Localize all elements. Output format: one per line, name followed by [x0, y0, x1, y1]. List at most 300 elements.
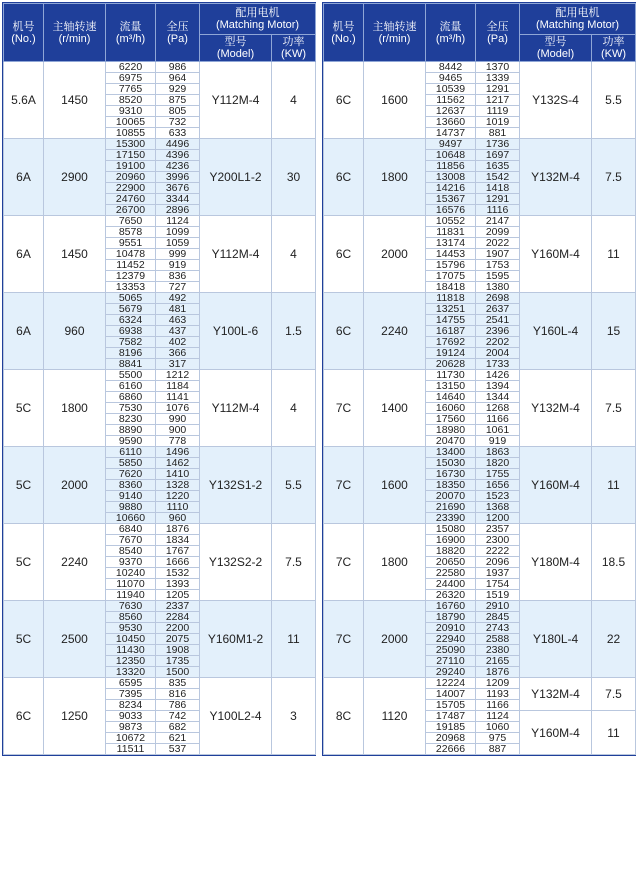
header-model-no: 机号 (No.) [324, 4, 364, 62]
header-model-no: 机号 (No.) [4, 4, 44, 62]
pressure-cell: 2357 [476, 524, 520, 535]
pressure-cell: 964 [156, 73, 200, 84]
flow-cell: 11831 [426, 227, 476, 238]
flow-cell: 10672 [106, 733, 156, 744]
pressure-cell: 1060 [476, 722, 520, 733]
flow-cell: 14640 [426, 392, 476, 403]
pressure-cell: 1635 [476, 161, 520, 172]
fan-model-group [4, 216, 316, 293]
header-motor-model: 型号 (Model) [520, 35, 592, 62]
table-row [324, 524, 636, 535]
flow-cell: 6110 [106, 447, 156, 458]
pressure-cell: 402 [156, 337, 200, 348]
flow-cell: 16060 [426, 403, 476, 414]
model-no-cell: 6C [324, 216, 364, 293]
flow-cell: 21690 [426, 502, 476, 513]
flow-cell: 11818 [426, 293, 476, 304]
flow-cell: 9880 [106, 502, 156, 513]
model-no-cell: 6C [324, 293, 364, 370]
motor-model-cell: Y180L-4 [520, 601, 592, 678]
pressure-cell: 3344 [156, 194, 200, 205]
speed-cell: 2500 [44, 601, 106, 678]
pressure-cell: 1736 [476, 139, 520, 150]
flow-cell: 10478 [106, 249, 156, 260]
flow-cell: 16187 [426, 326, 476, 337]
left-spec-table [3, 3, 316, 755]
motor-model-cell: Y160M-4 [520, 711, 592, 755]
flow-cell: 18790 [426, 612, 476, 623]
flow-cell: 17075 [426, 271, 476, 282]
flow-cell: 15705 [426, 700, 476, 711]
motor-model-cell: Y200L1-2 [200, 139, 272, 216]
flow-cell: 7530 [106, 403, 156, 414]
flow-cell: 19185 [426, 722, 476, 733]
flow-cell: 12379 [106, 271, 156, 282]
table-row [324, 293, 636, 304]
pressure-cell: 4496 [156, 139, 200, 150]
flow-cell: 10065 [106, 117, 156, 128]
flow-cell: 16730 [426, 469, 476, 480]
flow-cell: 20470 [426, 436, 476, 447]
flow-cell: 26320 [426, 590, 476, 601]
right-spec-table [323, 3, 636, 755]
pressure-cell: 1876 [156, 524, 200, 535]
table-row [4, 62, 316, 73]
flow-cell: 11070 [106, 579, 156, 590]
speed-cell: 2000 [44, 447, 106, 524]
header-flow: 流量 (m³/h) [426, 4, 476, 62]
pressure-cell: 1462 [156, 458, 200, 469]
pressure-cell: 3676 [156, 183, 200, 194]
flow-cell: 7765 [106, 84, 156, 95]
pressure-cell: 2588 [476, 634, 520, 645]
pressure-cell: 2910 [476, 601, 520, 612]
power-cell: 22 [592, 601, 636, 678]
pressure-cell: 1099 [156, 227, 200, 238]
speed-cell: 1400 [364, 370, 426, 447]
pressure-cell: 1755 [476, 469, 520, 480]
pressure-cell: 1380 [476, 282, 520, 293]
power-cell: 4 [272, 62, 316, 139]
pressure-cell: 1666 [156, 557, 200, 568]
pressure-cell: 2380 [476, 645, 520, 656]
flow-cell: 12637 [426, 106, 476, 117]
header-matching-motor: 配用电机 (Matching Motor) [200, 4, 316, 35]
power-cell: 11 [272, 601, 316, 678]
model-no-cell: 6A [4, 139, 44, 216]
fan-model-group [324, 62, 636, 139]
pressure-cell: 1291 [476, 194, 520, 205]
pressure-cell: 1532 [156, 568, 200, 579]
header-motor-model: 型号 (Model) [200, 35, 272, 62]
flow-cell: 16760 [426, 601, 476, 612]
flow-cell: 6938 [106, 326, 156, 337]
power-cell: 4 [272, 370, 316, 447]
flow-cell: 6595 [106, 678, 156, 689]
motor-model-cell: Y132M-4 [520, 139, 592, 216]
fan-model-group [324, 678, 636, 755]
flow-cell: 15367 [426, 194, 476, 205]
motor-model-cell: Y132M-4 [520, 370, 592, 447]
pressure-cell: 2300 [476, 535, 520, 546]
pressure-cell: 805 [156, 106, 200, 117]
flow-cell: 27110 [426, 656, 476, 667]
flow-cell: 6160 [106, 381, 156, 392]
flow-cell: 15080 [426, 524, 476, 535]
speed-cell: 2900 [44, 139, 106, 216]
table-row [4, 678, 316, 689]
flow-cell: 9551 [106, 238, 156, 249]
pressure-cell: 2698 [476, 293, 520, 304]
model-no-cell: 7C [324, 370, 364, 447]
pressure-cell: 2202 [476, 337, 520, 348]
motor-model-cell: Y112M-4 [200, 370, 272, 447]
flow-cell: 8578 [106, 227, 156, 238]
speed-cell: 1600 [364, 447, 426, 524]
flow-cell: 7620 [106, 469, 156, 480]
table-row [4, 601, 316, 612]
pressure-cell: 742 [156, 711, 200, 722]
table-row [4, 524, 316, 535]
flow-cell: 13150 [426, 381, 476, 392]
table-row [324, 601, 636, 612]
pressure-cell: 1410 [156, 469, 200, 480]
table-row [324, 447, 636, 458]
power-cell: 5.5 [272, 447, 316, 524]
flow-cell: 8234 [106, 700, 156, 711]
flow-cell: 10552 [426, 216, 476, 227]
header-flow: 流量 (m³/h) [106, 4, 156, 62]
flow-cell: 12224 [426, 678, 476, 689]
pressure-cell: 1076 [156, 403, 200, 414]
flow-cell: 5065 [106, 293, 156, 304]
table-row [4, 216, 316, 227]
pressure-cell: 2022 [476, 238, 520, 249]
flow-cell: 10855 [106, 128, 156, 139]
model-no-cell: 5C [4, 447, 44, 524]
flow-cell: 10450 [106, 634, 156, 645]
flow-cell: 8841 [106, 359, 156, 370]
pressure-cell: 481 [156, 304, 200, 315]
flow-cell: 14453 [426, 249, 476, 260]
flow-cell: 13251 [426, 304, 476, 315]
pressure-cell: 990 [156, 414, 200, 425]
flow-cell: 6840 [106, 524, 156, 535]
pressure-cell: 1205 [156, 590, 200, 601]
right-table-header [324, 4, 636, 62]
flow-cell: 10660 [106, 513, 156, 524]
pressure-cell: 960 [156, 513, 200, 524]
pressure-cell: 1523 [476, 491, 520, 502]
pressure-cell: 1059 [156, 238, 200, 249]
motor-model-cell: Y160L-4 [520, 293, 592, 370]
model-no-cell: 8C [324, 678, 364, 755]
pressure-cell: 2284 [156, 612, 200, 623]
flow-cell: 7670 [106, 535, 156, 546]
pressure-cell: 887 [476, 744, 520, 755]
flow-cell: 14737 [426, 128, 476, 139]
power-cell: 11 [592, 447, 636, 524]
pressure-cell: 2896 [156, 205, 200, 216]
pressure-cell: 2337 [156, 601, 200, 612]
motor-model-cell: Y132M-4 [520, 678, 592, 711]
flow-cell: 18980 [426, 425, 476, 436]
flow-cell: 8520 [106, 95, 156, 106]
flow-cell: 22940 [426, 634, 476, 645]
flow-cell: 9370 [106, 557, 156, 568]
pressure-cell: 1754 [476, 579, 520, 590]
model-no-cell: 6A [4, 293, 44, 370]
flow-cell: 8890 [106, 425, 156, 436]
flow-cell: 11430 [106, 645, 156, 656]
flow-cell: 6220 [106, 62, 156, 73]
power-cell: 11 [592, 711, 636, 755]
pressure-cell: 900 [156, 425, 200, 436]
pressure-cell: 366 [156, 348, 200, 359]
flow-cell: 9465 [426, 73, 476, 84]
pressure-cell: 2743 [476, 623, 520, 634]
pressure-cell: 975 [476, 733, 520, 744]
fan-model-group [4, 62, 316, 139]
speed-cell: 1120 [364, 678, 426, 755]
pressure-cell: 2845 [476, 612, 520, 623]
power-cell: 7.5 [272, 524, 316, 601]
flow-cell: 11940 [106, 590, 156, 601]
flow-cell: 26700 [106, 205, 156, 216]
pressure-cell: 1519 [476, 590, 520, 601]
flow-cell: 9033 [106, 711, 156, 722]
flow-cell: 22666 [426, 744, 476, 755]
flow-cell: 9497 [426, 139, 476, 150]
pressure-cell: 1394 [476, 381, 520, 392]
header-speed: 主轴转速 (r/min) [364, 4, 426, 62]
flow-cell: 19100 [106, 161, 156, 172]
flow-cell: 11856 [426, 161, 476, 172]
pressure-cell: 929 [156, 84, 200, 95]
pressure-cell: 1496 [156, 447, 200, 458]
power-cell: 7.5 [592, 370, 636, 447]
pressure-cell: 1110 [156, 502, 200, 513]
flow-cell: 29240 [426, 667, 476, 678]
pressure-cell: 1291 [476, 84, 520, 95]
header-speed: 主轴转速 (r/min) [44, 4, 106, 62]
pressure-cell: 727 [156, 282, 200, 293]
flow-cell: 7630 [106, 601, 156, 612]
fan-model-group [324, 601, 636, 678]
table-row [324, 139, 636, 150]
pressure-cell: 437 [156, 326, 200, 337]
flow-cell: 13353 [106, 282, 156, 293]
pressure-cell: 836 [156, 271, 200, 282]
flow-cell: 20070 [426, 491, 476, 502]
pressure-cell: 1908 [156, 645, 200, 656]
pressure-cell: 1820 [476, 458, 520, 469]
flow-cell: 16900 [426, 535, 476, 546]
flow-cell: 13660 [426, 117, 476, 128]
pressure-cell: 1426 [476, 370, 520, 381]
flow-cell: 20628 [426, 359, 476, 370]
flow-cell: 17692 [426, 337, 476, 348]
pressure-cell: 317 [156, 359, 200, 370]
pressure-cell: 3996 [156, 172, 200, 183]
speed-cell: 1800 [364, 524, 426, 601]
pressure-cell: 2222 [476, 546, 520, 557]
model-no-cell: 5C [4, 370, 44, 447]
flow-cell: 7650 [106, 216, 156, 227]
pressure-cell: 919 [156, 260, 200, 271]
pressure-cell: 1418 [476, 183, 520, 194]
fan-model-group [324, 524, 636, 601]
pressure-cell: 1876 [476, 667, 520, 678]
fan-model-group [4, 678, 316, 755]
pressure-cell: 1220 [156, 491, 200, 502]
left-spec-table-panel [2, 2, 316, 756]
pressure-cell: 492 [156, 293, 200, 304]
model-no-cell: 7C [324, 447, 364, 524]
model-no-cell: 5C [4, 601, 44, 678]
flow-cell: 14216 [426, 183, 476, 194]
speed-cell: 1800 [44, 370, 106, 447]
speed-cell: 1600 [364, 62, 426, 139]
power-cell: 11 [592, 216, 636, 293]
pressure-cell: 2147 [476, 216, 520, 227]
fan-model-group [4, 139, 316, 216]
speed-cell: 1800 [364, 139, 426, 216]
table-row [324, 370, 636, 381]
pressure-cell: 786 [156, 700, 200, 711]
flow-cell: 19124 [426, 348, 476, 359]
pressure-cell: 1733 [476, 359, 520, 370]
flow-cell: 5850 [106, 458, 156, 469]
power-cell: 7.5 [592, 139, 636, 216]
flow-cell: 9140 [106, 491, 156, 502]
table-row [4, 370, 316, 381]
power-cell: 4 [272, 216, 316, 293]
table-row [4, 447, 316, 458]
flow-cell: 11730 [426, 370, 476, 381]
flow-cell: 10539 [426, 84, 476, 95]
power-cell: 18.5 [592, 524, 636, 601]
pressure-cell: 1209 [476, 678, 520, 689]
motor-model-cell: Y100L-6 [200, 293, 272, 370]
table-row [324, 678, 636, 689]
flow-cell: 11562 [426, 95, 476, 106]
flow-cell: 8230 [106, 414, 156, 425]
pressure-cell: 1193 [476, 689, 520, 700]
flow-cell: 9310 [106, 106, 156, 117]
motor-model-cell: Y132S2-2 [200, 524, 272, 601]
model-no-cell: 5.6A [4, 62, 44, 139]
pressure-cell: 986 [156, 62, 200, 73]
left-table-header [4, 4, 316, 62]
model-no-cell: 6C [324, 139, 364, 216]
flow-cell: 6975 [106, 73, 156, 84]
flow-cell: 18418 [426, 282, 476, 293]
pressure-cell: 2165 [476, 656, 520, 667]
pressure-cell: 621 [156, 733, 200, 744]
motor-model-cell: Y132S1-2 [200, 447, 272, 524]
pressure-cell: 1116 [476, 205, 520, 216]
pressure-cell: 1339 [476, 73, 520, 84]
flow-cell: 20960 [106, 172, 156, 183]
model-no-cell: 6C [324, 62, 364, 139]
pressure-cell: 1697 [476, 150, 520, 161]
pressure-cell: 1542 [476, 172, 520, 183]
pressure-cell: 2099 [476, 227, 520, 238]
model-no-cell: 6A [4, 216, 44, 293]
model-no-cell: 5C [4, 524, 44, 601]
pressure-cell: 4236 [156, 161, 200, 172]
pressure-cell: 1124 [476, 711, 520, 722]
speed-cell: 1450 [44, 216, 106, 293]
motor-model-cell: Y112M-4 [200, 62, 272, 139]
model-no-cell: 7C [324, 601, 364, 678]
power-cell: 30 [272, 139, 316, 216]
pressure-cell: 919 [476, 436, 520, 447]
model-no-cell: 7C [324, 524, 364, 601]
flow-cell: 7582 [106, 337, 156, 348]
pressure-cell: 1370 [476, 62, 520, 73]
flow-cell: 8360 [106, 480, 156, 491]
speed-cell: 2000 [364, 216, 426, 293]
speed-cell: 2240 [364, 293, 426, 370]
flow-cell: 24400 [426, 579, 476, 590]
table-row [324, 216, 636, 227]
flow-cell: 18350 [426, 480, 476, 491]
table-row [4, 293, 316, 304]
pressure-cell: 633 [156, 128, 200, 139]
pressure-cell: 1393 [156, 579, 200, 590]
flow-cell: 20650 [426, 557, 476, 568]
pressure-cell: 732 [156, 117, 200, 128]
speed-cell: 1250 [44, 678, 106, 755]
motor-model-cell: Y160M-4 [520, 216, 592, 293]
motor-model-cell: Y160M-4 [520, 447, 592, 524]
power-cell: 5.5 [592, 62, 636, 139]
pressure-cell: 778 [156, 436, 200, 447]
flow-cell: 5500 [106, 370, 156, 381]
pressure-cell: 1937 [476, 568, 520, 579]
flow-cell: 5679 [106, 304, 156, 315]
flow-cell: 22900 [106, 183, 156, 194]
flow-cell: 22580 [426, 568, 476, 579]
fan-model-group [4, 524, 316, 601]
flow-cell: 16576 [426, 205, 476, 216]
fan-model-group [324, 370, 636, 447]
pressure-cell: 682 [156, 722, 200, 733]
header-pressure: 全压 (Pa) [476, 4, 520, 62]
fan-model-group [4, 447, 316, 524]
flow-cell: 15030 [426, 458, 476, 469]
flow-cell: 17560 [426, 414, 476, 425]
pressure-cell: 2096 [476, 557, 520, 568]
table-row [4, 139, 316, 150]
flow-cell: 11452 [106, 260, 156, 271]
pressure-cell: 1595 [476, 271, 520, 282]
speed-cell: 960 [44, 293, 106, 370]
pressure-cell: 875 [156, 95, 200, 106]
power-cell: 7.5 [592, 678, 636, 711]
flow-cell: 18820 [426, 546, 476, 557]
pressure-cell: 2075 [156, 634, 200, 645]
fan-model-group [324, 216, 636, 293]
motor-model-cell: Y160M1-2 [200, 601, 272, 678]
flow-cell: 10240 [106, 568, 156, 579]
flow-cell: 7395 [106, 689, 156, 700]
flow-cell: 8196 [106, 348, 156, 359]
pressure-cell: 1268 [476, 403, 520, 414]
flow-cell: 15796 [426, 260, 476, 271]
